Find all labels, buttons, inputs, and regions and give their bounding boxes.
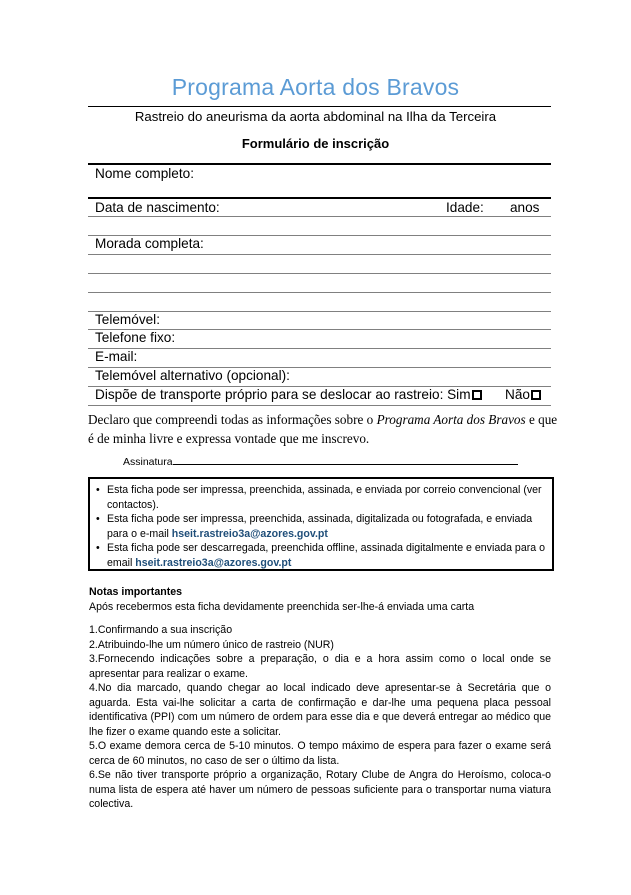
nao-label: Não [505, 387, 530, 402]
info-item [96, 541, 546, 570]
bullet-icon: • [96, 484, 100, 496]
telemovel-alternativo-field[interactable]: Telemóvel alternativo (opcional): [95, 368, 290, 383]
bullet-icon: • [96, 513, 100, 526]
data-nascimento-field[interactable]: Data de nascimento: [95, 200, 220, 215]
program-subtitle: Rastreio do aneurisma da aorta abdominal na Ilha da Terceira [134, 109, 497, 124]
note-item: 2.Atribuindo-lhe um número único de rastreio (NUR) [89, 638, 334, 651]
note-item: 5.O exame demora cerca de 5-10 minutos. O tempo máximo de espera para fazer o exame será cerca de 60 minutos, no caso de ser o último da lista. [89, 740, 551, 767]
divider [88, 216, 551, 217]
signature-field [123, 455, 518, 468]
idade-field[interactable]: Idade: [446, 200, 484, 215]
note-item: 1.Confirmando a sua inscrição [89, 624, 233, 636]
anos-label: anos [510, 200, 540, 215]
declaration-program-name: Programa Aorta dos Bravos [376, 412, 526, 427]
morada-line-2[interactable] [88, 273, 551, 274]
email-link[interactable]: hseit.rastreio3a@azores.gov.pt [135, 556, 292, 569]
nome-completo-field[interactable]: Nome completo: [95, 166, 194, 181]
email-field[interactable]: E-mail: [95, 349, 138, 364]
program-title: Programa Aorta dos Bravos [171, 74, 460, 100]
morada-field[interactable]: Morada completa: [95, 236, 204, 251]
declaration-text-part: e que é de minha livre e expressa vontade que me inscrevo. [88, 412, 558, 446]
signature-label: Assinatura [123, 456, 173, 468]
submission-info-box [88, 477, 554, 571]
note-item: 3.Fornecendo indicações sobre a preparação, o dia e a hora assim como o local onde se apresentar para realizar o exame. [89, 653, 551, 680]
morada-line-3[interactable] [88, 292, 551, 293]
transporte-label: Dispõe de transporte próprio para se deslocar ao rastreio: Sim [95, 387, 471, 402]
declaration-text-part: Declaro que compreendi todas as informações sobre o [88, 412, 377, 427]
nao-checkbox[interactable] [531, 390, 541, 400]
info-item [96, 512, 546, 541]
nao-option [505, 387, 541, 402]
morada-line-1[interactable] [88, 254, 551, 255]
email-link[interactable]: hseit.rastreio3a@azores.gov.pt [171, 527, 328, 540]
divider [88, 348, 551, 349]
notes-heading: Notas importantes [89, 586, 183, 598]
telemovel-field[interactable]: Telemóvel: [95, 312, 160, 327]
signature-line[interactable] [173, 455, 518, 465]
divider [88, 197, 551, 199]
info-text: Esta ficha pode ser impressa, preenchida, assinada, e enviada por correio convencional (ver contactos). [107, 484, 542, 511]
info-text: Esta ficha pode ser descarregada, preenchida offline, assinada digitalmente e enviada para o email [107, 542, 545, 569]
info-item [96, 483, 546, 512]
note-item: 4.No dia marcado, quando chegar ao local indicado deve apresentar-se à Secretária que o aguarda. Esta vai-lhe solicitar a carta de confirmação e dar-lhe uma pequena placa pessoal identificativa (PPI) com um número de ordem para esse dia e que deverá entregar ao médico que lhe fizer o exame quando este a solicitar. [89, 682, 551, 738]
divider [88, 163, 551, 165]
important-notes [89, 585, 551, 812]
transporte-question [95, 387, 482, 402]
bullet-icon: • [96, 542, 100, 555]
form-title: Formulário de inscrição [241, 136, 390, 151]
title-divider [88, 106, 551, 107]
note-item: 6.Se não tiver transporte próprio a organização, Rotary Clube de Angra do Heroísmo, coloca-o numa lista de espera até haver um número de pessoas suficiente para o transportar numa viatura colectiva. [89, 769, 551, 810]
sim-checkbox[interactable] [472, 390, 482, 400]
divider [88, 405, 551, 406]
declaration-text [88, 410, 558, 448]
notes-intro: Após recebermos esta ficha devidamente preenchida ser-lhe-á enviada uma carta [89, 600, 475, 613]
telefone-fixo-field[interactable]: Telefone fixo: [95, 330, 176, 345]
info-text: Esta ficha pode ser impressa, preenchida, assinada, digitalizada ou fotografada, e enviada para o e-mail [107, 513, 533, 540]
